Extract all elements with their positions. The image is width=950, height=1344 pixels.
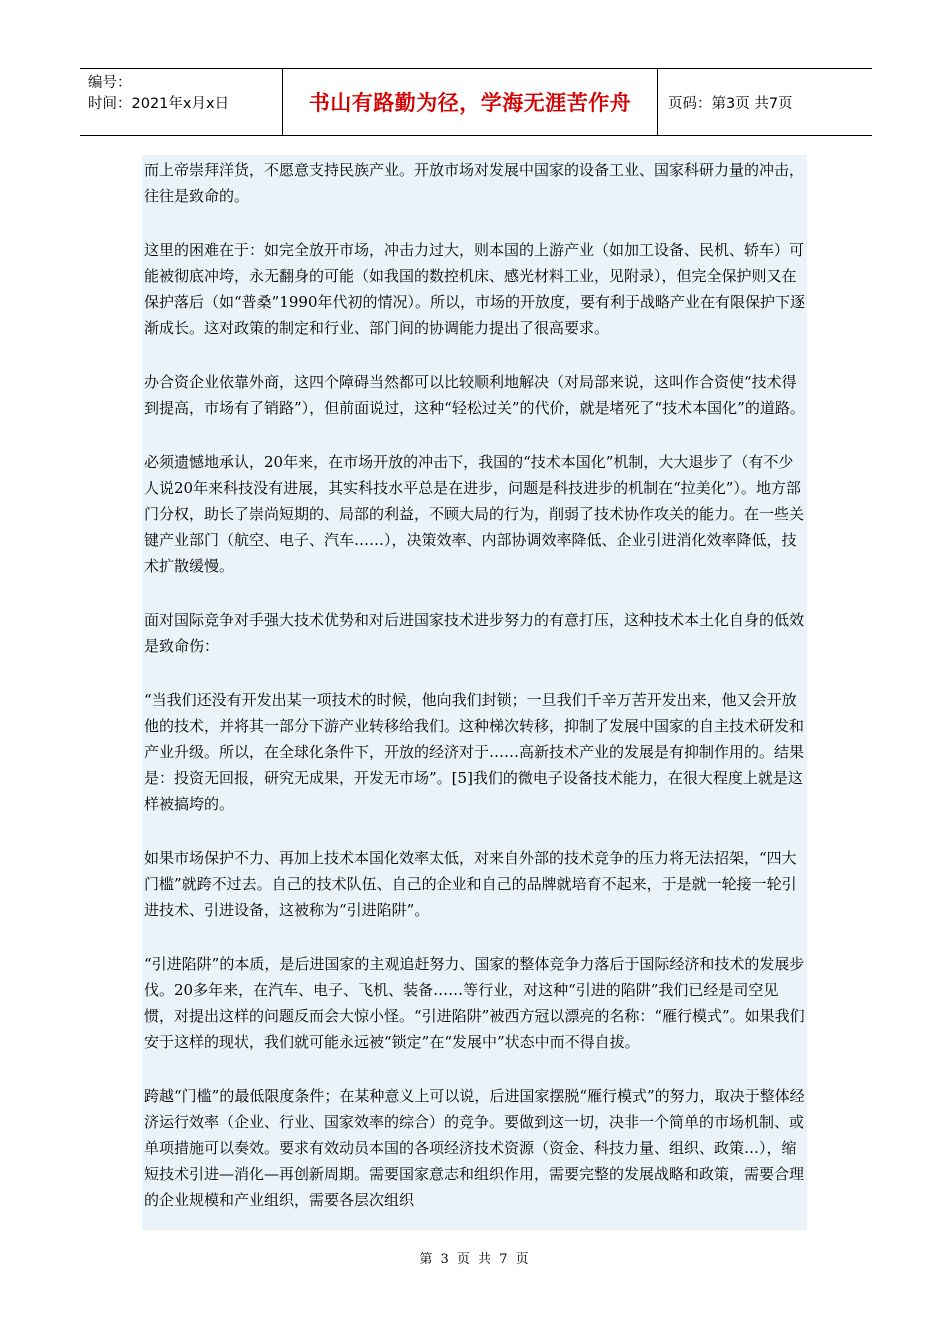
paragraph: 办合资企业依靠外商，这四个障碍当然都可以比较顺利地解决（对局部来说，这叫作合资使“技术得到提高，市场有了销路”），但前面说过，这种“轻松过关”的代价，就是堵死了“技术本国化”的道路。 bbox=[144, 373, 805, 417]
document-body bbox=[142, 155, 807, 1230]
header-motto-cell bbox=[283, 69, 658, 135]
paragraph: 跨越“门槛”的最低限度条件；在某种意义上可以说，后进国家摆脱“雁行模式”的努力，取决于整体经济运行效率（企业、行业、国家效率的综合）的竞争。要做到这一切，决非一个简单的市场机制、或单项措施可以奏效。要求有效动员本国的各项经济技术资源（资金、科技力量、组织、政策…），缩短技术引进—消化—再创新周期。需要国家意志和组织作用，需要完整的发展战略和政策，需要合理的企业规模和产业组织，需要各层次组织 bbox=[144, 1087, 805, 1209]
paragraph: 这里的困难在于：如完全放开市场，冲击力过大，则本国的上游产业（如加工设备、民机、轿车）可能被彻底冲垮，永无翻身的可能（如我国的数控机床、感光材料工业，见附录），但完全保护则又在保护落后（如“普桑”1990年代初的情况）。所以，市场的开放度，要有利于战略产业在有限保护下逐渐成长。这对政策的制定和行业、部门间的协调能力提出了很高要求。 bbox=[144, 241, 806, 337]
number-label: 编号： bbox=[88, 75, 132, 91]
header-page-code-cell bbox=[658, 69, 872, 135]
paragraph: 必须遗憾地承认，20年来，在市场开放的冲击下，我国的“技术本国化”机制，大大退步了（有不少人说20年来科技没有进展，其实科技水平总是在进步，问题是科技进步的机制在“拉美化”）。地方部门分权，助长了崇尚短期的、局部的利益，不顾大局的行为，削弱了技术协作攻关的能力。在一些关键产业部门（航空、电子、汽车……），决策效率、内部协调效率降低、企业引进消化效率降低，技术扩散缓慢。 bbox=[144, 453, 805, 575]
page-header bbox=[80, 68, 872, 136]
page-code: 页码：第3页 共7页 bbox=[668, 95, 793, 112]
paragraph: “引进陷阱”的本质，是后进国家的主观追赶努力、国家的整体竞争力落后于国际经济和技术的发展步伐。20多年来，在汽车、电子、飞机、装备……等行业，对这种“引进的陷阱”我们已经是司空见惯，对提出这样的问题反而会大惊小怪。“引进陷阱”被西方冠以漂亮的名称：“雁行模式”。如果我们安于这样的现状，我们就可能永远被“锁定”在“发展中”状态中而不得自拔。 bbox=[144, 955, 805, 1051]
paragraph: “当我们还没有开发出某一项技术的时候，他向我们封锁；一旦我们千辛万苦开发出来，他又会开放他的技术，并将其一部分下游产业转移给我们。这种梯次转移，抑制了发展中国家的自主技术研发和产业升级。所以，在全球化条件下，开放的经济对于……高新技术产业的发展是有抑制作用的。结果是：投资无回报，研究无成果，开发无市场”。[5]我们的微电子设备技术能力，在很大程度上就是这样被搞垮的。 bbox=[144, 691, 805, 813]
time-label: 时间：2021年x月x日 bbox=[88, 96, 230, 112]
paragraph: 面对国际竞争对手强大技术优势和对后进国家技术进步努力的有意打压，这种技术本土化自身的低效是致命伤： bbox=[144, 611, 805, 655]
paragraph: 如果市场保护不力、再加上技术本国化效率太低，对来自外部的技术竞争的压力将无法招架，“四大门槛”就跨不过去。自己的技术队伍、自己的企业和自己的品牌就培育不起来，于是就一轮接一轮引进技术、引进设备，这被称为“引进陷阱”。 bbox=[144, 849, 797, 919]
header-meta bbox=[80, 69, 283, 135]
motto: 书山有路勤为径，学海无涯苦作舟 bbox=[308, 91, 632, 115]
page-footer: 第 3 页 共 7 页 bbox=[419, 1252, 531, 1267]
paragraph: 而上帝崇拜洋货，不愿意支持民族产业。开放市场对发展中国家的设备工业、国家科研力量的冲击，往往是致命的。 bbox=[144, 161, 805, 205]
